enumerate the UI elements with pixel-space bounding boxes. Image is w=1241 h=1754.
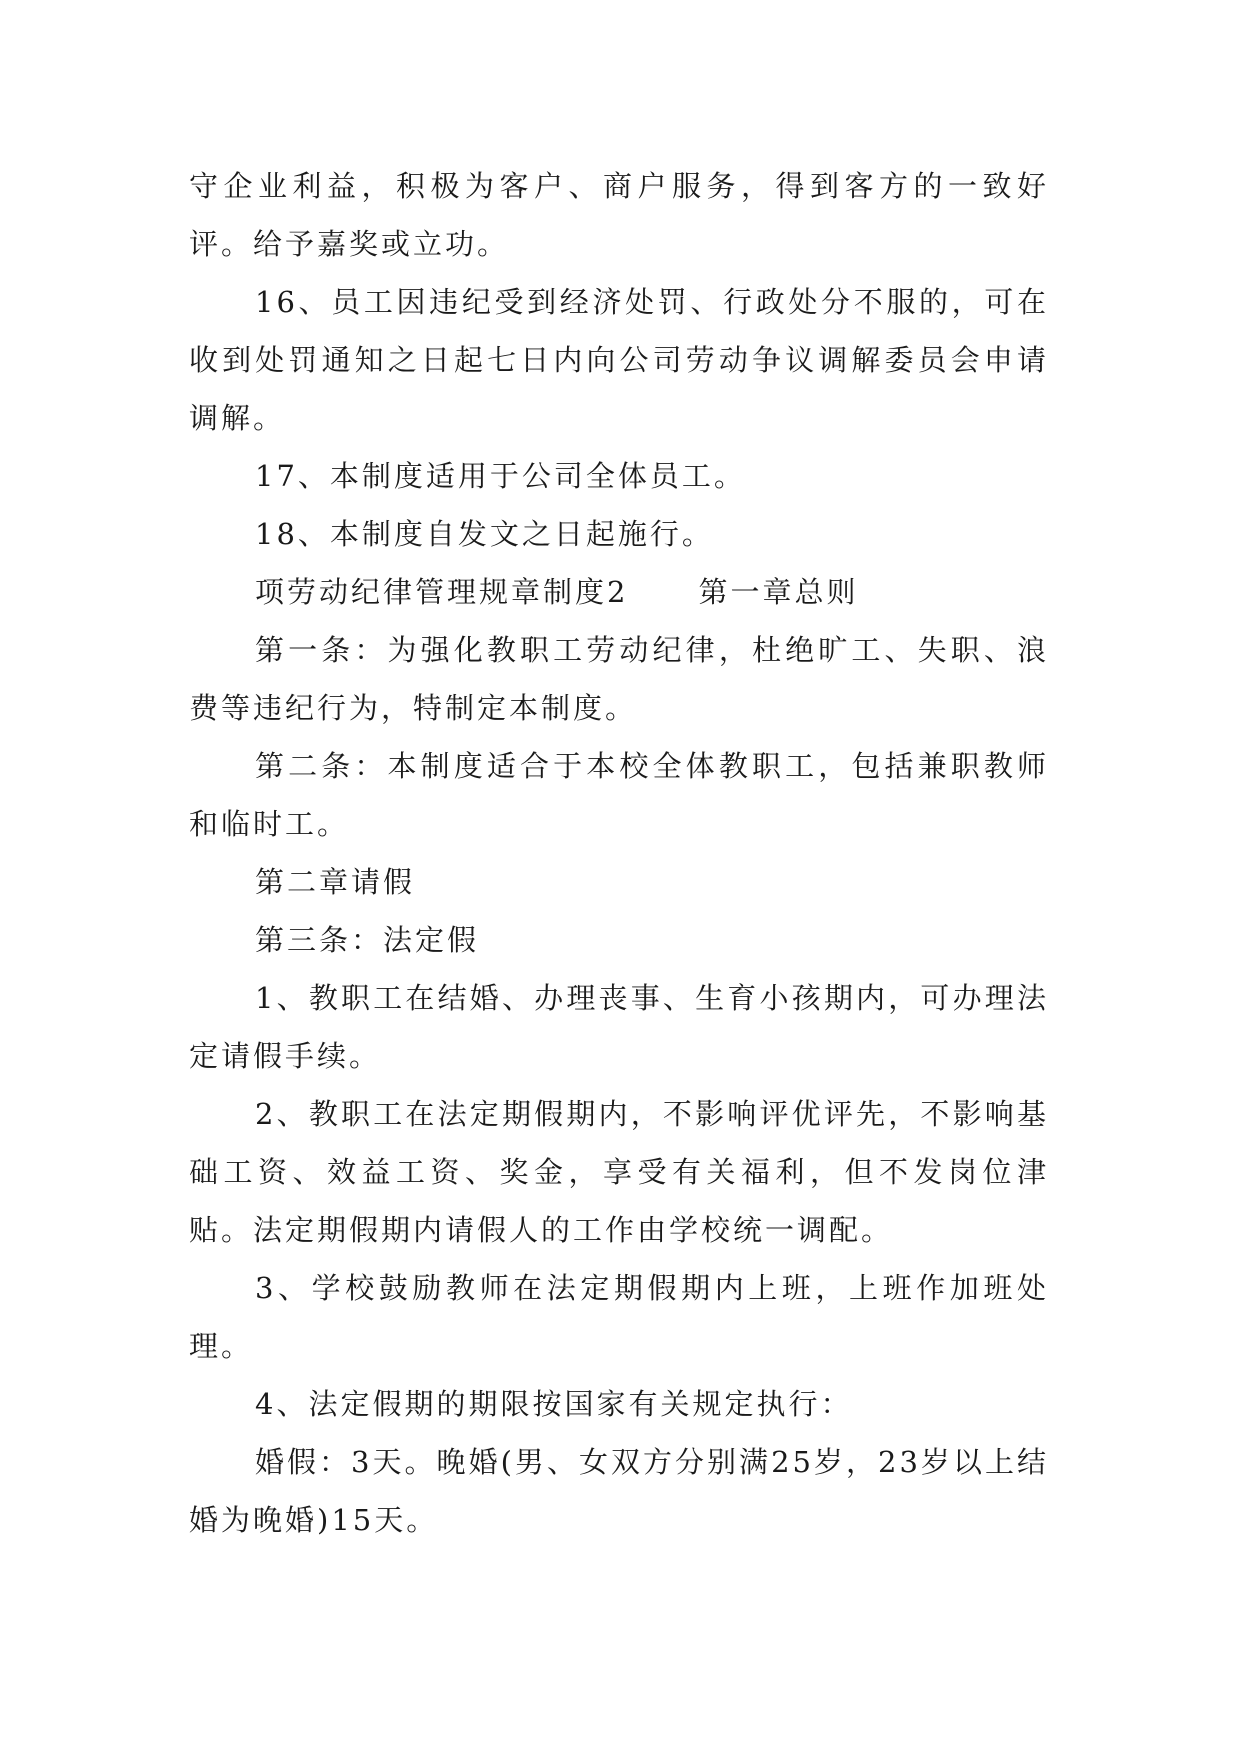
chapter-one-heading: 第一章总则	[698, 575, 859, 609]
paragraph-item-17: 17、本制度适用于公司全体员工。	[255, 459, 746, 493]
article-3-item-2: 2、教职工在法定期假期内，不影响评优评先，不影响基础工资、效益工资、奖金，享受有关福利，但不发岗位津贴。法定期假期内请假人的工作由学校统一调配。	[189, 1097, 1049, 1247]
article-3-heading: 第三条：法定假	[255, 923, 480, 957]
paragraph-continuation: 守企业利益，积极为客户、商户服务，得到客方的一致好评。给予嘉奖或立功。	[189, 169, 1049, 261]
section-heading-line	[189, 563, 1049, 621]
article-3-item-1: 1、教职工在结婚、办理丧事、生育小孩期内，可办理法定请假手续。	[189, 981, 1049, 1073]
paragraph-item-16: 16、员工因违纪受到经济处罚、行政处分不服的，可在收到处罚通知之日起七日内向公司劳动争议调解委员会申请调解。	[189, 285, 1049, 435]
chapter-two-heading: 第二章请假	[255, 865, 416, 899]
article-1: 第一条：为强化教职工劳动纪律，杜绝旷工、失职、浪费等违纪行为，特制定本制度。	[189, 633, 1049, 725]
marriage-leave-paragraph: 婚假：3天。晚婚(男、女双方分别满25岁，23岁以上结婚为晚婚)15天。	[189, 1445, 1049, 1537]
article-2: 第二条：本制度适合于本校全体教职工，包括兼职教师和临时工。	[189, 749, 1049, 841]
document-title-fragment: 项劳动纪律管理规章制度2	[255, 575, 629, 609]
article-3-item-3: 3、学校鼓励教师在法定期假期内上班，上班作加班处理。	[189, 1271, 1049, 1363]
article-3-item-4: 4、法定假期的期限按国家有关规定执行：	[255, 1387, 853, 1421]
paragraph-item-18: 18、本制度自发文之日起施行。	[255, 517, 714, 551]
document-body	[189, 157, 1049, 1549]
